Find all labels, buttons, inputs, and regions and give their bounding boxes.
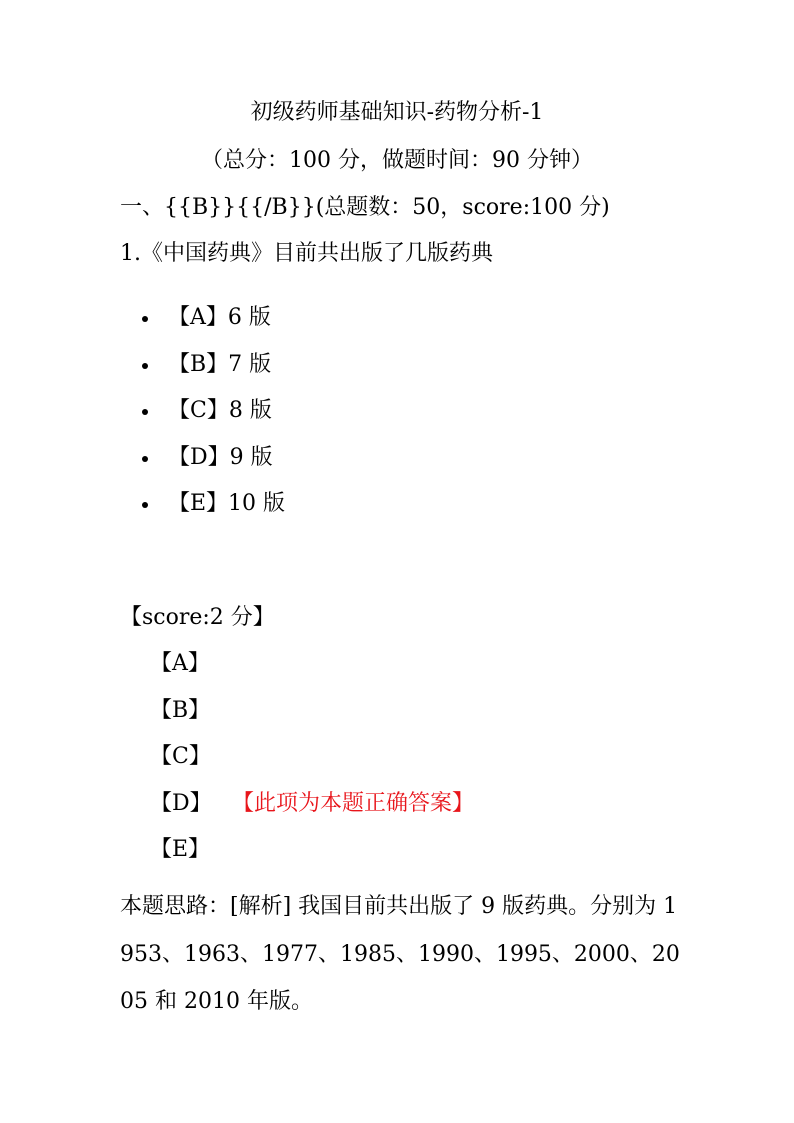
document-subtitle: （总分：100 分，做题时间：90 分钟） <box>201 148 593 173</box>
option-label: 【B】7 版 <box>168 351 272 377</box>
option-item-d <box>140 444 285 491</box>
option-label: 【C】8 版 <box>168 398 272 423</box>
option-list <box>140 304 285 537</box>
bullet-icon <box>142 409 148 415</box>
answer-label: 【D】 <box>150 790 212 816</box>
answer-row-c <box>150 743 212 790</box>
score-label: 【score:2 分】 <box>120 605 275 630</box>
answer-label: 【B】 <box>150 697 211 723</box>
answer-row-d <box>150 790 475 837</box>
option-label: 【E】10 版 <box>168 491 286 516</box>
answer-list <box>150 650 475 883</box>
option-item-c <box>140 397 285 444</box>
bullet-icon <box>142 316 148 322</box>
bullet-icon <box>142 363 148 369</box>
option-item-a <box>140 304 285 351</box>
answer-row-e <box>150 836 212 883</box>
bullet-icon <box>142 456 148 462</box>
option-item-e <box>140 490 285 537</box>
question-text: 1.《中国药典》目前共出版了几版药典 <box>120 241 493 266</box>
option-label: 【A】6 版 <box>168 305 271 330</box>
option-item-b <box>140 351 285 398</box>
answer-label: 【C】 <box>150 744 211 769</box>
answer-analysis: 本题思路：[解析] 我国目前共出版了 9 版药典。分别为 1953、1963、1977、1985、1990、1995、2000、2005 和 2010 年版。 <box>120 894 680 1014</box>
answer-row-b <box>150 697 212 744</box>
answer-row-a <box>150 650 212 697</box>
document-title: 初级药师基础知识-药物分析-1 <box>250 100 544 125</box>
option-label: 【D】9 版 <box>168 444 273 470</box>
bullet-icon <box>142 502 148 508</box>
answer-label: 【A】 <box>150 651 210 676</box>
section-heading: 一、{{B}}{{/B}}(总题数：50，score:100 分) <box>120 195 610 220</box>
answer-label: 【E】 <box>150 837 211 862</box>
correct-answer-mark: 【此项为本题正确答案】 <box>232 790 475 816</box>
